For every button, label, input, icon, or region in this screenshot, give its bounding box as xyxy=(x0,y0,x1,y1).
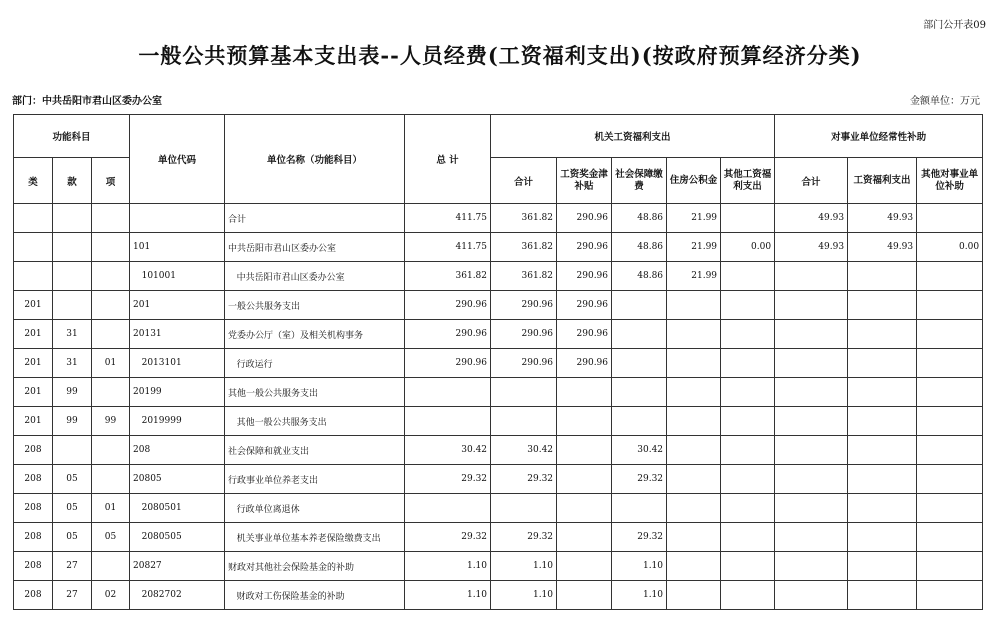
cell-other-wage xyxy=(721,204,775,233)
cell-social-security xyxy=(612,494,667,523)
cell-bonus xyxy=(557,407,612,436)
cell-lei: 208 xyxy=(14,465,53,494)
cell-unit-code: 201 xyxy=(130,291,225,320)
cell-social-security: 48.86 xyxy=(612,262,667,291)
header-unit-code: 单位代码 xyxy=(130,115,225,204)
cell-total: 361.82 xyxy=(405,262,491,291)
cell-xiang xyxy=(92,291,130,320)
cell-subsidy-other xyxy=(917,407,983,436)
cell-total: 290.96 xyxy=(405,291,491,320)
cell-total: 30.42 xyxy=(405,436,491,465)
header-lei: 类 xyxy=(14,158,53,204)
header-agency-subtotal: 合计 xyxy=(491,158,557,204)
cell-other-wage xyxy=(721,262,775,291)
cell-bonus: 290.96 xyxy=(557,204,612,233)
cell-unit-name: 财政对其他社会保险基金的补助 xyxy=(225,552,405,581)
cell-unit-code: 20199 xyxy=(130,378,225,407)
cell-subsidy-subtotal xyxy=(775,320,848,349)
cell-lei xyxy=(14,233,53,262)
cell-kuan xyxy=(53,436,92,465)
cell-agency-subtotal xyxy=(491,407,557,436)
cell-other-wage xyxy=(721,465,775,494)
cell-subsidy-wage xyxy=(848,407,917,436)
cell-social-security: 48.86 xyxy=(612,233,667,262)
cell-subsidy-wage xyxy=(848,378,917,407)
cell-lei xyxy=(14,204,53,233)
cell-housing-fund: 21.99 xyxy=(667,233,721,262)
table-row xyxy=(14,291,983,320)
cell-bonus: 290.96 xyxy=(557,349,612,378)
cell-housing-fund xyxy=(667,465,721,494)
cell-total: 411.75 xyxy=(405,233,491,262)
cell-lei: 208 xyxy=(14,436,53,465)
cell-agency-subtotal xyxy=(491,494,557,523)
header-subsidy-other: 其他对事业单位补助 xyxy=(917,158,983,204)
cell-kuan: 05 xyxy=(53,523,92,552)
cell-unit-name: 中共岳阳市君山区委办公室 xyxy=(225,233,405,262)
cell-subsidy-other xyxy=(917,320,983,349)
cell-unit-name: 财政对工伤保险基金的补助 xyxy=(225,581,405,610)
cell-other-wage xyxy=(721,378,775,407)
cell-subsidy-other: 0.00 xyxy=(917,233,983,262)
cell-bonus xyxy=(557,581,612,610)
cell-subsidy-subtotal xyxy=(775,552,848,581)
cell-social-security: 30.42 xyxy=(612,436,667,465)
table-row xyxy=(14,581,983,610)
table-row xyxy=(14,349,983,378)
cell-agency-subtotal xyxy=(491,378,557,407)
amount-unit-label: 金额单位：万元 xyxy=(910,96,980,107)
cell-housing-fund: 21.99 xyxy=(667,204,721,233)
cell-agency-subtotal: 290.96 xyxy=(491,320,557,349)
cell-xiang xyxy=(92,262,130,291)
cell-lei: 208 xyxy=(14,581,53,610)
header-kuan: 款 xyxy=(53,158,92,204)
cell-social-security: 29.32 xyxy=(612,523,667,552)
cell-kuan: 05 xyxy=(53,494,92,523)
cell-kuan: 31 xyxy=(53,320,92,349)
cell-lei: 201 xyxy=(14,349,53,378)
cell-subsidy-wage: 49.93 xyxy=(848,233,917,262)
cell-xiang xyxy=(92,436,130,465)
cell-subsidy-subtotal xyxy=(775,262,848,291)
header-housing-fund: 住房公积金 xyxy=(667,158,721,204)
cell-unit-name: 行政运行 xyxy=(225,349,405,378)
cell-unit-code: 208 xyxy=(130,436,225,465)
cell-total: 29.32 xyxy=(405,465,491,494)
header-functional-subject: 功能科目 xyxy=(14,115,130,158)
cell-lei: 201 xyxy=(14,291,53,320)
cell-social-security xyxy=(612,320,667,349)
cell-agency-subtotal: 290.96 xyxy=(491,291,557,320)
cell-total: 1.10 xyxy=(405,552,491,581)
cell-kuan xyxy=(53,204,92,233)
cell-kuan: 99 xyxy=(53,407,92,436)
cell-bonus: 290.96 xyxy=(557,233,612,262)
cell-social-security: 1.10 xyxy=(612,552,667,581)
cell-unit-name: 社会保障和就业支出 xyxy=(225,436,405,465)
cell-subsidy-subtotal: 49.93 xyxy=(775,204,848,233)
cell-total xyxy=(405,407,491,436)
header-agency-group: 机关工资福利支出 xyxy=(491,115,775,158)
cell-social-security xyxy=(612,291,667,320)
cell-subsidy-subtotal: 49.93 xyxy=(775,233,848,262)
department-label: 部门：中共岳阳市君山区委办公室 xyxy=(12,96,162,107)
cell-subsidy-wage xyxy=(848,552,917,581)
cell-housing-fund xyxy=(667,552,721,581)
cell-social-security: 1.10 xyxy=(612,581,667,610)
cell-unit-name: 机关事业单位基本养老保险缴费支出 xyxy=(225,523,405,552)
cell-housing-fund xyxy=(667,349,721,378)
cell-agency-subtotal: 361.82 xyxy=(491,262,557,291)
cell-unit-name: 行政事业单位养老支出 xyxy=(225,465,405,494)
table-row xyxy=(14,465,983,494)
cell-subsidy-other xyxy=(917,204,983,233)
cell-other-wage xyxy=(721,349,775,378)
cell-social-security xyxy=(612,407,667,436)
cell-xiang xyxy=(92,465,130,494)
cell-subsidy-wage xyxy=(848,262,917,291)
cell-total: 290.96 xyxy=(405,320,491,349)
cell-social-security: 29.32 xyxy=(612,465,667,494)
header-total: 总 计 xyxy=(405,115,491,204)
cell-bonus: 290.96 xyxy=(557,320,612,349)
cell-unit-code: 2082702 xyxy=(130,581,225,610)
cell-xiang xyxy=(92,552,130,581)
table-row xyxy=(14,320,983,349)
cell-subsidy-other xyxy=(917,378,983,407)
cell-lei: 201 xyxy=(14,407,53,436)
cell-subsidy-other xyxy=(917,436,983,465)
cell-unit-name: 党委办公厅（室）及相关机构事务 xyxy=(225,320,405,349)
cell-unit-code xyxy=(130,204,225,233)
cell-unit-code: 20131 xyxy=(130,320,225,349)
cell-bonus xyxy=(557,465,612,494)
cell-total: 290.96 xyxy=(405,349,491,378)
cell-unit-name: 其他一般公共服务支出 xyxy=(225,378,405,407)
cell-bonus xyxy=(557,523,612,552)
cell-subsidy-subtotal xyxy=(775,407,848,436)
cell-xiang xyxy=(92,233,130,262)
cell-xiang: 02 xyxy=(92,581,130,610)
cell-other-wage xyxy=(721,523,775,552)
cell-social-security xyxy=(612,378,667,407)
cell-social-security xyxy=(612,349,667,378)
budget-table xyxy=(13,114,983,610)
cell-subsidy-wage xyxy=(848,523,917,552)
cell-total xyxy=(405,494,491,523)
table-body xyxy=(14,204,983,610)
table-row xyxy=(14,262,983,291)
cell-kuan: 99 xyxy=(53,378,92,407)
table-row xyxy=(14,523,983,552)
cell-xiang: 99 xyxy=(92,407,130,436)
cell-lei: 208 xyxy=(14,523,53,552)
cell-subsidy-wage xyxy=(848,436,917,465)
cell-unit-name: 其他一般公共服务支出 xyxy=(225,407,405,436)
cell-subsidy-other xyxy=(917,291,983,320)
cell-total: 29.32 xyxy=(405,523,491,552)
cell-other-wage xyxy=(721,494,775,523)
cell-kuan xyxy=(53,233,92,262)
cell-housing-fund: 21.99 xyxy=(667,262,721,291)
cell-subsidy-wage xyxy=(848,349,917,378)
table-row xyxy=(14,407,983,436)
cell-unit-code: 2080501 xyxy=(130,494,225,523)
cell-total: 1.10 xyxy=(405,581,491,610)
cell-agency-subtotal: 1.10 xyxy=(491,581,557,610)
cell-bonus xyxy=(557,494,612,523)
cell-total: 411.75 xyxy=(405,204,491,233)
cell-xiang xyxy=(92,204,130,233)
cell-other-wage xyxy=(721,552,775,581)
table-row xyxy=(14,204,983,233)
cell-other-wage xyxy=(721,581,775,610)
cell-agency-subtotal: 29.32 xyxy=(491,465,557,494)
header-subsidy-subtotal: 合计 xyxy=(775,158,848,204)
cell-kuan: 27 xyxy=(53,581,92,610)
cell-subsidy-other xyxy=(917,494,983,523)
table-row xyxy=(14,552,983,581)
cell-xiang xyxy=(92,320,130,349)
cell-housing-fund xyxy=(667,523,721,552)
cell-housing-fund xyxy=(667,320,721,349)
cell-housing-fund xyxy=(667,407,721,436)
table-row xyxy=(14,494,983,523)
cell-agency-subtotal: 361.82 xyxy=(491,204,557,233)
header-subsidy-wage: 工资福利支出 xyxy=(848,158,917,204)
cell-social-security: 48.86 xyxy=(612,204,667,233)
cell-bonus: 290.96 xyxy=(557,291,612,320)
cell-other-wage xyxy=(721,291,775,320)
cell-lei: 208 xyxy=(14,552,53,581)
cell-housing-fund xyxy=(667,291,721,320)
cell-bonus xyxy=(557,436,612,465)
cell-subsidy-other xyxy=(917,349,983,378)
table-row xyxy=(14,436,983,465)
table-row xyxy=(14,233,983,262)
cell-subsidy-subtotal xyxy=(775,581,848,610)
cell-bonus xyxy=(557,552,612,581)
cell-subsidy-subtotal xyxy=(775,436,848,465)
cell-unit-code: 2019999 xyxy=(130,407,225,436)
cell-xiang: 05 xyxy=(92,523,130,552)
cell-subsidy-wage xyxy=(848,494,917,523)
cell-unit-code: 101001 xyxy=(130,262,225,291)
cell-xiang: 01 xyxy=(92,349,130,378)
cell-lei: 201 xyxy=(14,378,53,407)
header-other-wage: 其他工资福利支出 xyxy=(721,158,775,204)
cell-subsidy-subtotal xyxy=(775,523,848,552)
cell-lei: 201 xyxy=(14,320,53,349)
cell-total xyxy=(405,378,491,407)
cell-agency-subtotal: 290.96 xyxy=(491,349,557,378)
cell-agency-subtotal: 1.10 xyxy=(491,552,557,581)
cell-kuan: 27 xyxy=(53,552,92,581)
cell-subsidy-other xyxy=(917,552,983,581)
cell-kuan xyxy=(53,291,92,320)
cell-subsidy-wage xyxy=(848,291,917,320)
cell-other-wage xyxy=(721,320,775,349)
header-xiang: 项 xyxy=(92,158,130,204)
cell-housing-fund xyxy=(667,436,721,465)
cell-other-wage: 0.00 xyxy=(721,233,775,262)
cell-housing-fund xyxy=(667,378,721,407)
cell-agency-subtotal: 361.82 xyxy=(491,233,557,262)
cell-agency-subtotal: 29.32 xyxy=(491,523,557,552)
cell-agency-subtotal: 30.42 xyxy=(491,436,557,465)
cell-subsidy-subtotal xyxy=(775,291,848,320)
cell-kuan xyxy=(53,262,92,291)
cell-unit-code: 20827 xyxy=(130,552,225,581)
form-number-tag: 部门公开表09 xyxy=(923,20,986,31)
cell-unit-code: 2013101 xyxy=(130,349,225,378)
cell-unit-name: 行政单位离退休 xyxy=(225,494,405,523)
cell-subsidy-other xyxy=(917,262,983,291)
cell-bonus: 290.96 xyxy=(557,262,612,291)
cell-unit-code: 20805 xyxy=(130,465,225,494)
cell-subsidy-wage xyxy=(848,581,917,610)
cell-unit-name: 中共岳阳市君山区委办公室 xyxy=(225,262,405,291)
cell-subsidy-subtotal xyxy=(775,378,848,407)
cell-lei xyxy=(14,262,53,291)
cell-housing-fund xyxy=(667,494,721,523)
header-unit-name: 单位名称（功能科目） xyxy=(225,115,405,204)
cell-unit-code: 101 xyxy=(130,233,225,262)
cell-subsidy-wage xyxy=(848,465,917,494)
page-title: 一般公共预算基本支出表--人员经费(工资福利支出)(按政府预算经济分类) xyxy=(138,43,862,68)
cell-xiang xyxy=(92,378,130,407)
table-row xyxy=(14,378,983,407)
cell-unit-name: 一般公共服务支出 xyxy=(225,291,405,320)
cell-subsidy-other xyxy=(917,581,983,610)
cell-other-wage xyxy=(721,407,775,436)
cell-subsidy-wage: 49.93 xyxy=(848,204,917,233)
header-subsidy-group: 对事业单位经常性补助 xyxy=(775,115,983,158)
cell-subsidy-wage xyxy=(848,320,917,349)
cell-bonus xyxy=(557,378,612,407)
cell-unit-name: 合计 xyxy=(225,204,405,233)
cell-unit-code: 2080505 xyxy=(130,523,225,552)
cell-subsidy-other xyxy=(917,465,983,494)
cell-kuan: 05 xyxy=(53,465,92,494)
cell-housing-fund xyxy=(667,581,721,610)
cell-subsidy-subtotal xyxy=(775,465,848,494)
cell-xiang: 01 xyxy=(92,494,130,523)
cell-kuan: 31 xyxy=(53,349,92,378)
cell-lei: 208 xyxy=(14,494,53,523)
cell-other-wage xyxy=(721,436,775,465)
header-social-security: 社会保障缴费 xyxy=(612,158,667,204)
cell-subsidy-other xyxy=(917,523,983,552)
cell-subsidy-subtotal xyxy=(775,349,848,378)
cell-subsidy-subtotal xyxy=(775,494,848,523)
header-bonus: 工资奖金津补贴 xyxy=(557,158,612,204)
